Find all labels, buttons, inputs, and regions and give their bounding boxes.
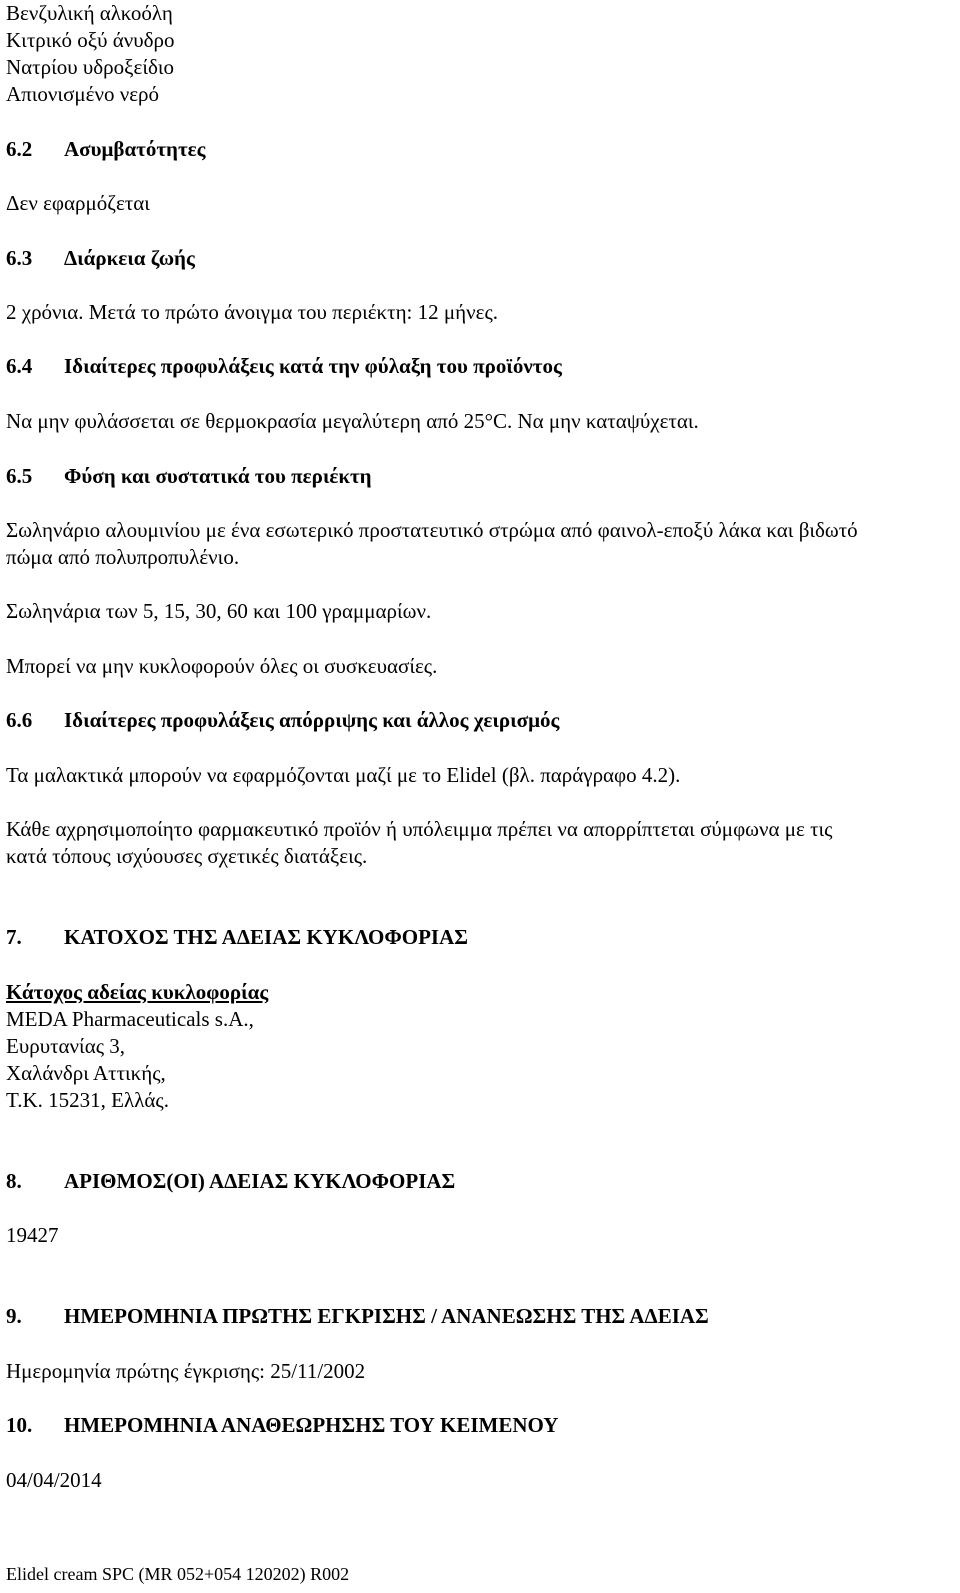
section-number: 6.3 — [6, 246, 33, 270]
address-line: MEDA Pharmaceuticals s.A., — [6, 1007, 254, 1031]
section-text: Δεν εφαρμόζεται — [6, 191, 150, 215]
section-title: Φύση και συστατικά του περιέκτη — [64, 464, 372, 488]
section-title: ΗΜΕΡΟΜΗΝΙΑ ΠΡΩΤΗΣ ΕΓΚΡΙΣΗΣ / ΑΝΑΝΕΩΣΗΣ ΤΗΣ ΑΔΕΙΑΣ — [64, 1304, 709, 1328]
section-number: 6.6 — [6, 708, 33, 732]
section-number: 10. — [6, 1413, 33, 1437]
section-heading-7 — [6, 924, 468, 951]
section-title: Ιδιαίτερες προφυλάξεις απόρριψης και άλλος χειρισμός — [64, 708, 560, 732]
section-text: Να μην φυλάσσεται σε θερμοκρασία μεγαλύτερη από 25°C. Να μην καταψύχεται. — [6, 409, 699, 433]
section-number: 7. — [6, 925, 22, 949]
ingredient-line: Απιονισμένο νερό — [6, 82, 159, 106]
section-heading-10 — [6, 1412, 558, 1439]
section-heading-6-2 — [6, 136, 205, 163]
holder-label: Κάτοχος αδείας κυκλοφορίας — [6, 980, 269, 1004]
authorisation-number: 19427 — [6, 1223, 59, 1247]
section-title: Διάρκεια ζωής — [64, 246, 195, 270]
section-text: Σωληνάριο αλουμινίου με ένα εσωτερικό προστατευτικό στρώμα από φαινολ-εποξύ λάκα και βιδωτό — [6, 518, 858, 542]
address-line: Τ.Κ. 15231, Ελλάς. — [6, 1088, 169, 1112]
section-heading-6-5 — [6, 463, 372, 490]
section-number: 6.5 — [6, 464, 33, 488]
ingredient-line: Νατρίου υδροξείδιο — [6, 55, 175, 79]
section-number: 6.2 — [6, 137, 33, 161]
section-text: Τα μαλακτικά μπορούν να εφαρμόζονται μαζί με το Elidel (βλ. παράγραφο 4.2). — [6, 763, 681, 787]
section-title: Ασυμβατότητες — [64, 137, 206, 161]
ingredient-line: Κιτρικό οξύ άνυδρο — [6, 28, 175, 52]
section-heading-6-6 — [6, 707, 559, 734]
section-title: ΚΑΤΟΧΟΣ ΤΗΣ ΑΔΕΙΑΣ ΚΥΚΛΟΦΟΡΙΑΣ — [64, 925, 468, 949]
section-title: Ιδιαίτερες προφυλάξεις κατά την φύλαξη του προϊόντος — [64, 354, 562, 378]
section-title: ΗΜΕΡΟΜΗΝΙΑ ΑΝΑΘΕΩΡΗΣΗΣ ΤΟΥ ΚΕΙΜΕΝΟΥ — [64, 1413, 559, 1437]
section-heading-8 — [6, 1168, 455, 1195]
section-number: 9. — [6, 1304, 22, 1328]
section-text: κατά τόπους ισχύουσες σχετικές διατάξεις. — [6, 844, 368, 868]
section-text: πώμα από πολυπροπυλένιο. — [6, 545, 240, 569]
section-heading-9 — [6, 1303, 709, 1330]
address-line: Χαλάνδρι Αττικής, — [6, 1061, 166, 1085]
section-text: Σωληνάρια των 5, 15, 30, 60 και 100 γραμμαρίων. — [6, 599, 432, 623]
address-line: Ευρυτανίας 3, — [6, 1034, 126, 1058]
section-text: Μπορεί να μην κυκλοφορούν όλες οι συσκευασίες. — [6, 654, 438, 678]
section-title: ΑΡΙΘΜΟΣ(ΟΙ) ΑΔΕΙΑΣ ΚΥΚΛΟΦΟΡΙΑΣ — [64, 1169, 456, 1193]
first-approval-date: Ημερομηνία πρώτης έγκρισης: 25/11/2002 — [6, 1359, 366, 1383]
page-footer: Elidel cream SPC (MR 052+054 120202) R002 — [6, 1564, 350, 1584]
section-heading-6-3 — [6, 245, 195, 272]
ingredient-line: Βενζυλική αλκοόλη — [6, 1, 173, 25]
section-number: 6.4 — [6, 354, 33, 378]
section-heading-6-4 — [6, 353, 562, 380]
revision-date: 04/04/2014 — [6, 1468, 102, 1492]
section-text: 2 χρόνια. Μετά το πρώτο άνοιγμα του περιέκτη: 12 μήνες. — [6, 300, 499, 324]
section-number: 8. — [6, 1169, 22, 1193]
section-text: Κάθε αχρησιμοποίητο φαρμακευτικό προϊόν ή υπόλειμμα πρέπει να απορρίπτεται σύμφωνα με τις — [6, 817, 833, 841]
